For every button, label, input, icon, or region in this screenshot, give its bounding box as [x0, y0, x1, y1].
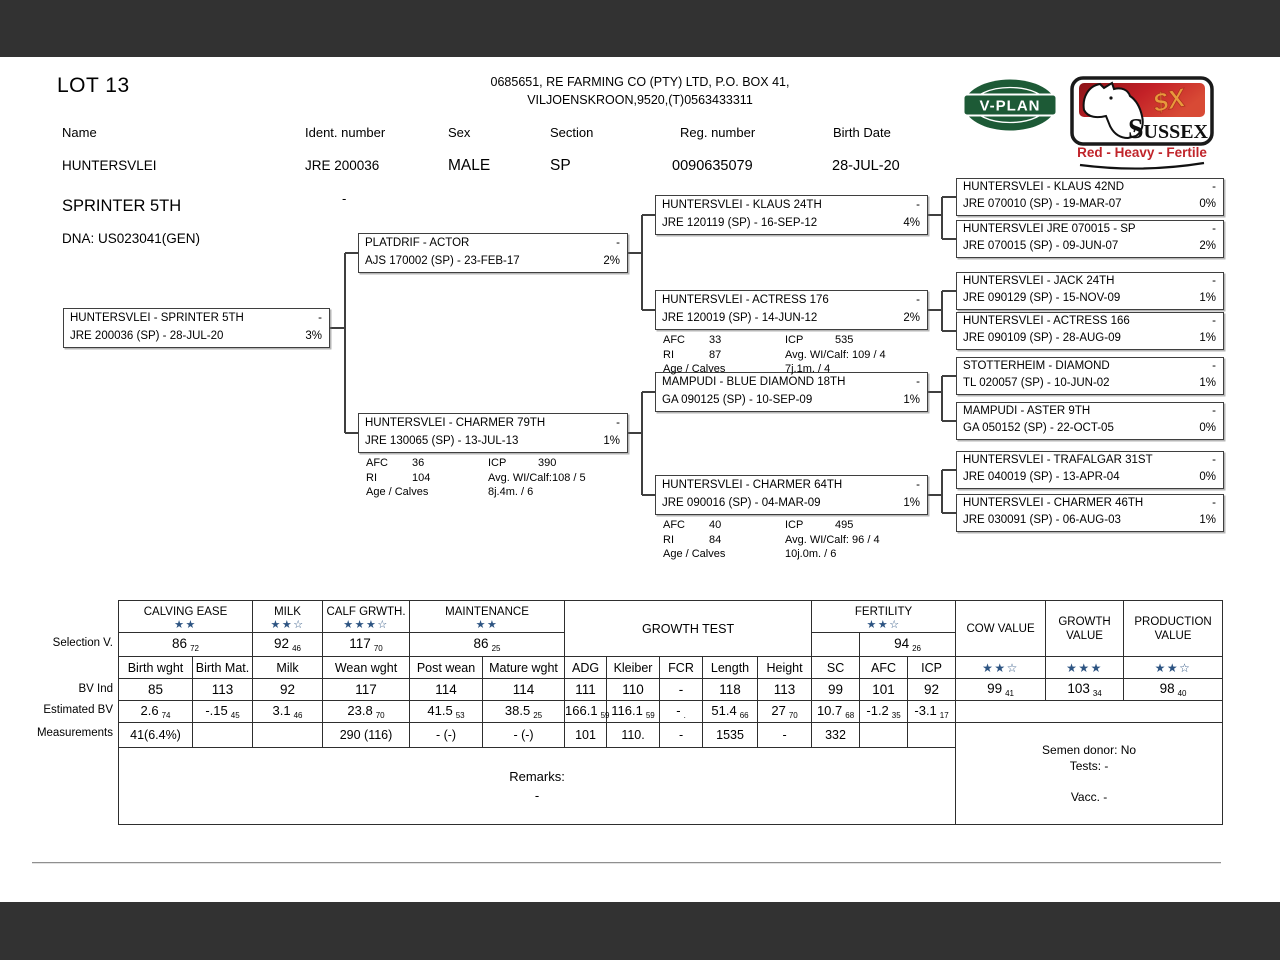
col-height: Height: [758, 657, 812, 679]
dash: -: [1212, 223, 1216, 235]
vplan-text: V-PLAN: [979, 97, 1041, 115]
ebv-cell: 10.7 $_{68}$: [812, 701, 860, 723]
field-label-name: Name: [62, 125, 97, 140]
star-rating: ★★: [174, 618, 197, 631]
bv-cell: 99: [812, 679, 860, 701]
dash: -: [1212, 454, 1216, 466]
inbreeding: 0%: [1199, 471, 1216, 483]
sire-reg: AJS 170002 (SP) - 23-FEB-17: [365, 255, 520, 267]
sire-name: PLATDRIF - ACTOR: [365, 237, 470, 249]
ebv-cell: 166.1 $_{59}$: [565, 701, 607, 723]
inbreeding: 1%: [903, 497, 920, 509]
inbreeding: 1%: [603, 435, 620, 447]
ancestor-reg: JRE 070010 (SP) - 19-MAR-07: [963, 198, 1122, 210]
ancestor-name: HUNTERSVLEI - CHARMER 64TH: [662, 479, 843, 491]
col-mature-wght: Mature wght: [483, 657, 565, 679]
field-label-section: Section: [550, 125, 594, 140]
row-label-estimated-bv: Estimated BV: [43, 704, 113, 716]
pedigree-box-g4-8: [956, 494, 1224, 532]
ancestor-reg: JRE 090016 (SP) - 04-MAR-09: [662, 497, 821, 509]
ancestor-reg: GA 050152 (SP) - 22-OCT-05: [963, 422, 1114, 434]
ebv-cell: 51.4 $_{66}$: [703, 701, 758, 723]
inbreeding: 4%: [903, 217, 920, 229]
afc-value: 36: [412, 457, 425, 469]
dash: -: [916, 479, 920, 491]
ancestor-reg: JRE 090129 (SP) - 15-NOV-09: [963, 292, 1121, 304]
col-birth-mat: Birth Mat.: [193, 657, 253, 679]
ancestor-reg: JRE 120019 (SP) - 14-JUN-12: [662, 312, 818, 324]
dam-stats: [366, 456, 622, 500]
column-header-row: [119, 657, 1223, 679]
footer-divider: [32, 862, 1221, 863]
pedigree-box-dam: [358, 413, 628, 453]
measurements-row: [119, 723, 1223, 748]
ebv-cell: -1.2 $_{35}$: [860, 701, 908, 723]
group-production-value: PRODUCTION VALUE: [1124, 601, 1223, 657]
dam-reg: JRE 130065 (SP) - 13-JUL-13: [365, 435, 519, 447]
ancestor-name: HUNTERSVLEI - KLAUS 24TH: [662, 199, 822, 211]
avg-wi-calf: Avg. WI/Calf:108 / 5: [488, 471, 586, 484]
bv-cell: 114: [483, 679, 565, 701]
production-value-stars: ★★☆: [1124, 657, 1223, 679]
animal-ident2: -: [342, 191, 347, 206]
afc-label: AFC: [366, 457, 388, 469]
animal-birth: 28-JUL-20: [832, 158, 900, 174]
bv-cell: 114: [410, 679, 483, 701]
bv-cell: 113: [758, 679, 812, 701]
pedigree-box-sire: [358, 233, 628, 273]
age-calves-value: 10j.0m. / 6: [785, 548, 837, 560]
col-adg: ADG: [565, 657, 607, 679]
ebv-cell: 116.1 $_{59}$: [607, 701, 660, 723]
bv-cell: 92: [908, 679, 956, 701]
meas-cell: -: [660, 723, 703, 748]
pedigree-box-g4-7: [956, 451, 1224, 489]
ancestor-name: HUNTERSVLEI - JACK 24TH: [963, 275, 1115, 287]
age-calves-value: 8j.4m. / 6: [488, 486, 534, 498]
star-rating: ★★☆: [270, 618, 305, 631]
dash: -: [916, 199, 920, 211]
icp-label: ICP: [488, 457, 507, 469]
inbreeding: 1%: [1199, 292, 1216, 304]
remarks-cell: [119, 748, 956, 825]
col-afc: AFC: [860, 657, 908, 679]
animal-dna: DNA: US023041(GEN): [62, 231, 201, 246]
bv-cell: 110: [607, 679, 660, 701]
dam-name: HUNTERSVLEI - CHARMER 79TH: [365, 417, 546, 429]
meas-cell: 101: [565, 723, 607, 748]
ancestor-name: MAMPUDI - ASTER 9TH: [963, 405, 1091, 417]
meas-cell: - (-): [483, 723, 565, 748]
ancestor-reg: JRE 070015 (SP) - 09-JUN-07: [963, 240, 1119, 252]
pedigree-box-mgd: [655, 475, 928, 515]
tests-line: Tests: -: [1069, 759, 1109, 773]
col-kleiber: Kleiber: [607, 657, 660, 679]
afc-label: AFC: [663, 334, 685, 346]
bv-cell: 117: [323, 679, 410, 701]
dash: -: [1212, 405, 1216, 417]
age-calves-label: Age / Calves: [366, 486, 429, 498]
meas-cell: [860, 723, 908, 748]
breeder-line2: VILJOENSKROON,9520,(T)0563433311: [527, 93, 753, 107]
inbreeding: 1%: [903, 394, 920, 406]
ebv-cell: - $_.$: [660, 701, 703, 723]
selection-milk: 92 $_{46}$: [253, 633, 323, 657]
sussex-initial: S: [1127, 114, 1144, 145]
production-value-bv: 98 $_{40}$: [1124, 679, 1223, 701]
animal-section: SP: [550, 157, 571, 174]
mgd-stats: [663, 518, 919, 562]
meas-cell: 1535: [703, 723, 758, 748]
inbreeding: 2%: [903, 312, 920, 324]
ancestor-reg: JRE 090109 (SP) - 28-AUG-09: [963, 332, 1121, 344]
ancestor-name: HUNTERSVLEI JRE 070015 - SP: [963, 223, 1136, 235]
dash: -: [1212, 181, 1216, 193]
ancestor-name: HUNTERSVLEI - CHARMER 46TH: [963, 497, 1144, 509]
icp-label: ICP: [785, 334, 804, 346]
group-growth-test: GROWTH TEST: [565, 601, 812, 657]
pedigree-box-g4-1: [956, 178, 1224, 216]
ri-label: RI: [663, 348, 674, 361]
selection-sc-blank: [812, 633, 860, 657]
semen-donor-cell: [956, 723, 1223, 825]
ancestor-reg: GA 090125 (SP) - 10-SEP-09: [662, 394, 813, 406]
lot-number: LOT 13: [57, 74, 130, 97]
icp-value: 495: [835, 519, 854, 531]
inbreeding: 1%: [1199, 514, 1216, 526]
col-icp: ICP: [908, 657, 956, 679]
avg-wi-calf: Avg. WI/Calf: 96 / 4: [785, 533, 880, 546]
remarks-value: -: [534, 788, 540, 803]
inbreeding: 0%: [1199, 422, 1216, 434]
growth-value-stars: ★★★: [1046, 657, 1124, 679]
group-calf-growth: CALF GRWTH. ★★★☆: [323, 601, 410, 633]
field-label-reg: Reg. number: [680, 125, 756, 140]
dash: -: [1212, 315, 1216, 327]
field-label-sex: Sex: [448, 125, 471, 140]
ebv-cell: 23.8 $_{70}$: [323, 701, 410, 723]
col-fcr: FCR: [660, 657, 703, 679]
dash: -: [1212, 497, 1216, 509]
afc-value: 33: [709, 334, 722, 346]
sussex-sx-text: $X: [1150, 82, 1188, 119]
pedigree-box-g4-2: [956, 220, 1224, 258]
meas-cell: 41(6.4%): [119, 723, 193, 748]
star-rating: ★★☆: [866, 618, 901, 631]
pedigree-box-g4-3: [956, 272, 1224, 310]
animal-reg: 0090635079: [672, 158, 753, 174]
animal-pedigree-reg: JRE 200036 (SP) - 28-JUL-20: [70, 330, 224, 342]
animal-name: HUNTERSVLEI: [62, 158, 157, 173]
meas-cell: [908, 723, 956, 748]
bv-cell: 113: [193, 679, 253, 701]
col-wean-wght: Wean wght: [323, 657, 410, 679]
ancestor-reg: JRE 040019 (SP) - 13-APR-04: [963, 471, 1120, 483]
ri-label: RI: [663, 533, 674, 546]
ebv-cell: 2.6 $_{74}$: [119, 701, 193, 723]
bv-cell: -: [660, 679, 703, 701]
breeder-line1: 0685651, RE FARMING CO (PTY) LTD, P.O. BOX 41,: [490, 75, 790, 89]
ancestor-name: MAMPUDI - BLUE DIAMOND 18TH: [662, 376, 846, 388]
meas-cell: -: [758, 723, 812, 748]
ri-value: 87: [709, 348, 722, 361]
field-label-ident: Ident. number: [305, 125, 386, 140]
field-label-birth: Birth Date: [833, 125, 891, 140]
ebv-cell: 3.1 $_{46}$: [253, 701, 323, 723]
age-calves-value: 7j.1m. / 4: [785, 363, 831, 375]
group-calving-ease: CALVING EASE ★★: [119, 601, 253, 633]
ri-value: 84: [709, 533, 722, 546]
pedigree-box-g4-5: [956, 357, 1224, 395]
group-cow-value: COW VALUE: [956, 601, 1046, 657]
remarks-label: Remarks:: [509, 769, 565, 784]
ebv-cell: 27 $_{70}$: [758, 701, 812, 723]
meas-cell: 332: [812, 723, 860, 748]
ebv-values-blank: [956, 701, 1223, 723]
dash: -: [616, 237, 620, 249]
ancestor-name: HUNTERSVLEI - ACTRESS 176: [662, 294, 829, 306]
row-label-measurements: Measurements: [36, 727, 113, 739]
selection-calving-ease: 86 $_{72}$: [119, 633, 253, 657]
estimated-bv-row: [119, 701, 1223, 723]
inbreeding: 3%: [305, 330, 322, 342]
ancestor-name: HUNTERSVLEI - TRAFALGAR 31ST: [963, 454, 1153, 466]
cow-value-stars: ★★☆: [956, 657, 1046, 679]
animal-name2: SPRINTER 5TH: [62, 197, 182, 215]
bv-cell: 85: [119, 679, 193, 701]
breeding-values-table: [118, 600, 1223, 825]
ri-label: RI: [366, 471, 377, 484]
meas-cell: - (-): [410, 723, 483, 748]
pedigree-box-pgs: [655, 195, 928, 235]
group-maintenance: MAINTENANCE ★★: [410, 601, 565, 633]
bv-cell: 92: [253, 679, 323, 701]
inbreeding: 2%: [1199, 240, 1216, 252]
ancestor-name: HUNTERSVLEI - ACTRESS 166: [963, 315, 1130, 327]
pedigree-box-mgs: [655, 372, 928, 412]
group-fertility: FERTILITY ★★☆: [812, 601, 956, 633]
ancestor-name: STOTTERHEIM - DIAMOND: [963, 360, 1110, 372]
pedigree-box-pgd: [655, 290, 928, 330]
dash: -: [1212, 360, 1216, 372]
ancestor-reg: JRE 030091 (SP) - 06-AUG-03: [963, 514, 1121, 526]
col-sc: SC: [812, 657, 860, 679]
meas-cell: 290 (116): [323, 723, 410, 748]
dash: -: [916, 376, 920, 388]
group-milk: MILK ★★☆: [253, 601, 323, 633]
ancestor-reg: JRE 120119 (SP) - 16-SEP-12: [662, 217, 818, 229]
inbreeding: 2%: [603, 255, 620, 267]
ancestor-reg: TL 020057 (SP) - 10-JUN-02: [963, 377, 1110, 389]
animal-pedigree-name: HUNTERSVLEI - SPRINTER 5TH: [70, 312, 244, 324]
bv-cell: 111: [565, 679, 607, 701]
col-milk: Milk: [253, 657, 323, 679]
pedigree-box-g4-6: [956, 402, 1224, 440]
icp-value: 390: [538, 457, 557, 469]
pgd-stats: [663, 333, 919, 377]
dash: -: [1212, 275, 1216, 287]
ebv-cell: 38.5 $_{25}$: [483, 701, 565, 723]
age-calves-label: Age / Calves: [663, 363, 726, 375]
animal-ident: JRE 200036: [305, 158, 380, 173]
row-label-selection: Selection V.: [52, 637, 113, 649]
cow-value-bv: 99 $_{41}$: [956, 679, 1046, 701]
meas-cell: 110.: [607, 723, 660, 748]
pedigree-box-subject: [63, 308, 330, 348]
dash: -: [318, 312, 322, 324]
inbreeding: 0%: [1199, 198, 1216, 210]
afc-label: AFC: [663, 519, 685, 531]
meas-cell: [253, 723, 323, 748]
bv-cell: 101: [860, 679, 908, 701]
inbreeding: 1%: [1199, 377, 1216, 389]
sussex-rest: USSEX: [1143, 121, 1208, 143]
star-rating: ★★★☆: [343, 618, 389, 631]
ancestor-name: HUNTERSVLEI - KLAUS 42ND: [963, 181, 1125, 193]
selection-maintenance: 86 $_{25}$: [410, 633, 565, 657]
star-rating: ★★: [475, 618, 499, 631]
animal-sex: MALE: [448, 157, 491, 174]
dash: -: [616, 417, 620, 429]
ebv-cell: 41.5 $_{53}$: [410, 701, 483, 723]
selection-fertility: 94 $_{26}$: [860, 633, 956, 657]
pedigree-box-g4-4: [956, 312, 1224, 350]
icp-value: 535: [835, 334, 854, 346]
col-birth-wght: Birth wght: [119, 657, 193, 679]
afc-value: 40: [709, 519, 722, 531]
ri-value: 104: [412, 471, 431, 484]
growth-value-bv: 103 $_{34}$: [1046, 679, 1124, 701]
col-length: Length: [703, 657, 758, 679]
icp-label: ICP: [785, 519, 804, 531]
dash: -: [916, 294, 920, 306]
col-post-wean: Post wean: [410, 657, 483, 679]
ebv-cell: -.15 $_{45}$: [193, 701, 253, 723]
avg-wi-calf: Avg. WI/Calf: 109 / 4: [785, 348, 886, 361]
sussex-tagline: Red - Heavy - Fertile: [1077, 145, 1207, 160]
row-label-bv-ind: BV Ind: [78, 683, 113, 695]
bv-cell: 118: [703, 679, 758, 701]
selection-calf-growth: 117 $_{70}$: [323, 633, 410, 657]
semen-donor-line: Semen donor: No: [1042, 743, 1137, 757]
meas-cell: [193, 723, 253, 748]
inbreeding: 1%: [1199, 332, 1216, 344]
age-calves-label: Age / Calves: [663, 548, 726, 560]
group-header-row: [119, 601, 1223, 633]
group-growth-value: GROWTH VALUE: [1046, 601, 1124, 657]
vacc-line: Vacc. -: [1070, 790, 1108, 804]
ebv-cell: -3.1 $_{17}$: [908, 701, 956, 723]
bv-ind-row: [119, 679, 1223, 701]
